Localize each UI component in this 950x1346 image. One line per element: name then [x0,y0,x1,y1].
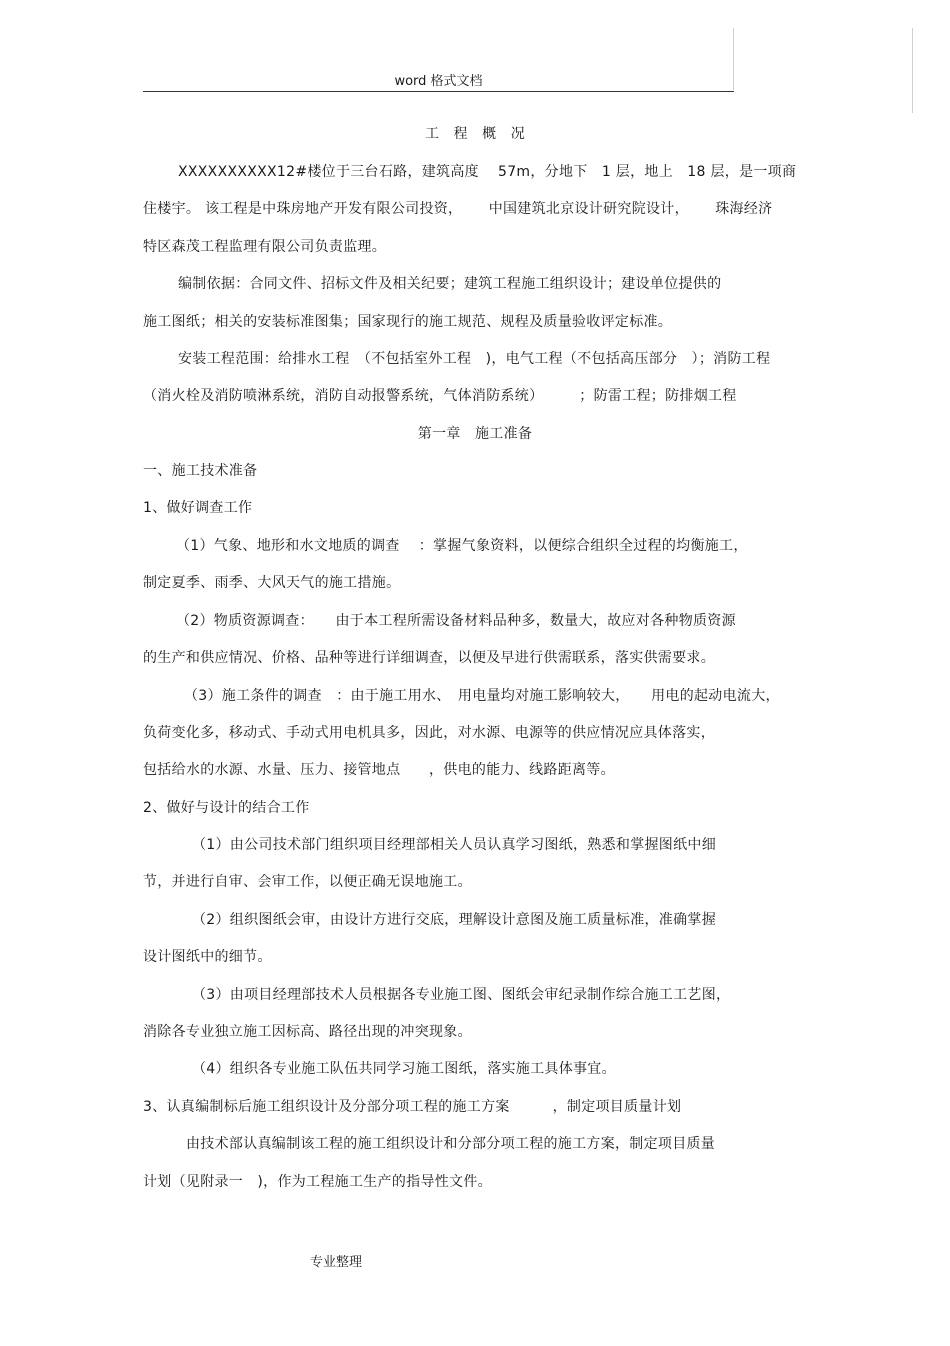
body-line: 计划（见附录一 )，作为工程施工生产的指导性文件。 [143,1174,492,1190]
paragraph-line: 编制依据：合同文件、招标文件及相关纪要；建筑工程施工组织设计；建设单位提供的 [178,276,722,292]
body-line: 由技术部认真编制该工程的施工组织设计和分部分项工程的施工方案，制定项目质量 [186,1136,716,1152]
body-line: （1）由公司技术部门组织项目经理部相关人员认真学习图纸，熟悉和掌握图纸中细 [192,837,717,853]
body-line: 包括给水的水源、水量、压力、接管地点 ，供电的能力、线路距离等。 [143,762,615,778]
paragraph-line: 住楼宇。 该工程是中珠房地产开发有限公司投资， 中国建筑北京设计研究院设计， 珠海经济 [143,201,773,217]
body-line: 设计图纸中的细节。 [143,949,272,965]
page-footer: 专业整理 [310,1255,363,1270]
body-line: 消除各专业独立施工因标高、路径出现的冲突现象。 [143,1024,472,1040]
chapter-title: 第一章 施工准备 [417,426,533,442]
section-heading: 一、施工技术准备 [143,463,258,479]
paragraph-line: XXXXXXXXXX12#楼位于三台石路，建筑高度 57m，分地下 1 层，地上 18 层，是一项商 [178,164,797,180]
body-line: （3）施工条件的调查 ：由于施工用水、 用电量均对施工影响较大， 用电的起动电流大， [184,688,780,704]
body-line: 制定夏季、雨季、大风天气的施工措施。 [143,575,401,591]
body-line: 负荷变化多，移动式、手动式用电机具多，因此，对水源、电源等的供应情况应具体落实， [143,725,715,741]
subsection-heading: 2、做好与设计的结合工作 [143,800,310,816]
body-line: （2）物质资源调查： 由于本工程所需设备材料品种多，数量大，故应对各种物质资源 [176,613,736,629]
paragraph-line: （消火栓及消防喷淋系统，消防自动报警系统，气体消防系统） ；防雷工程；防排烟工程 [143,388,737,404]
paragraph-line: 特区森茂工程监理有限公司负责监理。 [143,239,387,255]
body-line: （1）气象、地形和水文地质的调查 ：掌握气象资料，以便综合组织全过程的均衡施工， [176,538,748,554]
body-line: （2）组织图纸会审，由设计方进行交底，理解设计意图及施工质量标准，准确掌握 [192,912,717,928]
page-edge-mark [912,28,913,113]
body-line: （3）由项目经理部技术人员根据各专业施工图、图纸会审纪录制作综合施工工艺图， [192,987,731,1003]
page-header: word 格式文档 [394,74,483,89]
body-line: 的生产和供应情况、价格、品种等进行详细调查，以便及早进行供需联系，落实供需要求。 [143,650,715,666]
body-line: （4）组织各专业施工队伍共同学习施工图纸，落实施工具体事宜。 [192,1061,616,1077]
paragraph-line: 施工图纸；相关的安装标准图集；国家现行的施工规范、规程及质量验收评定标准。 [143,314,673,330]
paragraph-line: 安装工程范围：给排水工程 （不包括室外工程 )，电气工程（不包括高压部分 ）；消防工程 [178,351,771,367]
subsection-heading: 3、认真编制标后施工组织设计及分部分项工程的施工方案 ，制定项目质量计划 [143,1099,682,1115]
doc-title: 工 程 概 况 [424,126,526,142]
header-rule [143,91,734,92]
subsection-heading: 1、做好调查工作 [143,500,253,516]
body-line: 节，并进行自审、会审工作，以便正确无误地施工。 [143,874,472,890]
